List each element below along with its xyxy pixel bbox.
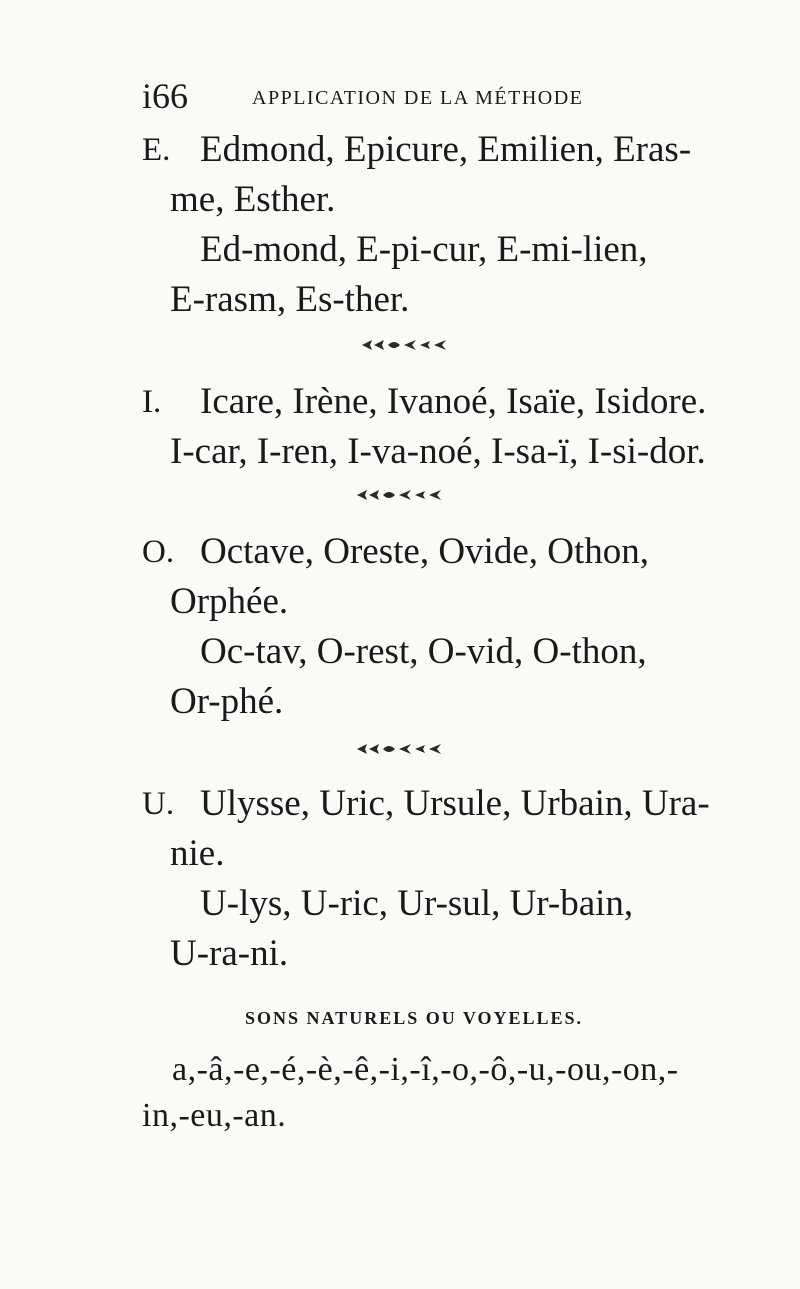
section-i-line-2: I-car, I-ren, I-va-noé, I-sa-ï, I-si-dor. bbox=[170, 431, 706, 472]
subsection-title: SONS NATURELS OU VOYELLES. bbox=[245, 1008, 584, 1028]
section-u-line-1: Ulysse, Uric, Ursule, Urbain, Ura- bbox=[200, 783, 710, 824]
section-o-line-4: Or-phé. bbox=[170, 681, 284, 722]
section-u-line-2: nie. bbox=[170, 833, 225, 874]
section-letter-e: E. bbox=[142, 132, 171, 168]
section-letter-o: O. bbox=[142, 534, 175, 570]
section-e-line-2: me, Esther. bbox=[170, 179, 336, 220]
section-e-line-3: Ed-mond, E-pi-cur, E-mi-lien, bbox=[200, 229, 648, 270]
section-letter-u: U. bbox=[142, 786, 175, 822]
vowels-line-2: in,-eu,-an. bbox=[142, 1097, 287, 1134]
section-o-line-2: Orphée. bbox=[170, 581, 289, 622]
section-e-line-4: E-rasm, Es-ther. bbox=[170, 279, 410, 320]
vowels-line-1: a,-â,-e,-é,-è,-ê,-i,-î,-o,-ô,-u,-ou,-on,- bbox=[172, 1051, 679, 1088]
section-e-line-1: Edmond, Epicure, Emilien, Eras- bbox=[200, 129, 692, 170]
section-o-line-1: Octave, Oreste, Ovide, Othon, bbox=[200, 531, 650, 572]
ornament-divider bbox=[355, 486, 445, 504]
ornament-divider bbox=[360, 336, 450, 354]
section-u-line-4: U-ra-ni. bbox=[170, 933, 289, 974]
section-o-line-3: Oc-tav, O-rest, O-vid, O-thon, bbox=[200, 631, 647, 672]
section-i-line-1: Icare, Irène, Ivanoé, Isaïe, Isidore. bbox=[200, 381, 707, 422]
page-header bbox=[142, 76, 742, 116]
section-letter-i: I. bbox=[142, 384, 162, 420]
running-title: APPLICATION DE LA MÉTHODE bbox=[252, 87, 584, 109]
ornament-divider bbox=[355, 740, 445, 758]
section-u-line-3: U-lys, U-ric, Ur-sul, Ur-bain, bbox=[200, 883, 634, 924]
page-number: i66 bbox=[142, 76, 189, 116]
